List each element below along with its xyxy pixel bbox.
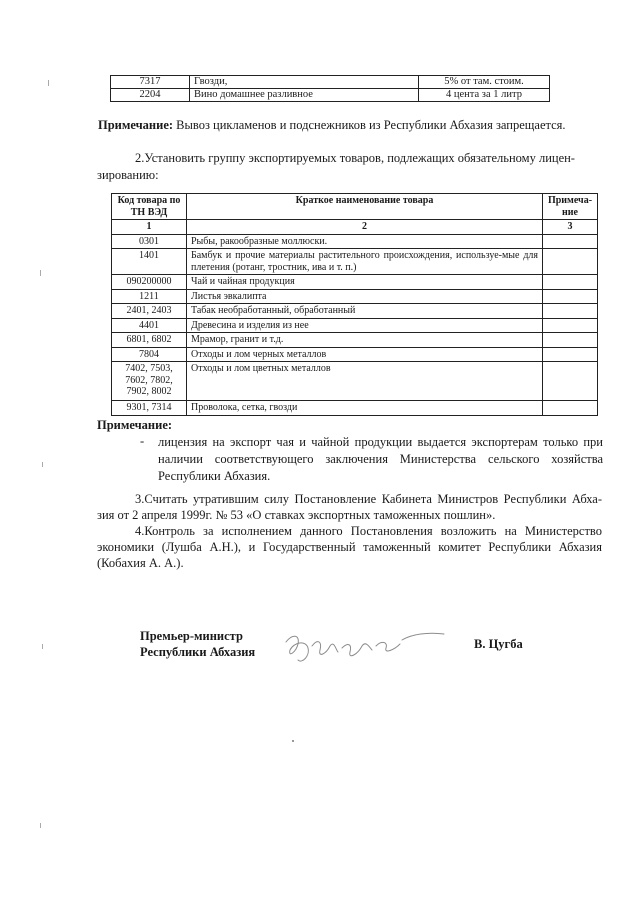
scan-speck	[40, 823, 44, 828]
signatory-title	[140, 628, 255, 660]
signatory-name: В. Цугба	[474, 637, 523, 651]
table-row	[112, 249, 598, 275]
table-row	[112, 289, 598, 304]
header-name: Краткое наименование товара	[187, 194, 543, 220]
note-text: Вывоз цикламенов и подснежников из Республики Абхазия запрещается.	[173, 118, 566, 132]
table-row	[112, 275, 598, 290]
product-code: 090200000	[112, 275, 187, 290]
note-export-ban	[98, 118, 566, 133]
product-note	[543, 347, 598, 362]
paragraph-3: 3.Считать утратившим силу Постановление Кабинета Министров Республики Абха-зия от 2 апреля 1999г. № 53 «О ставках экспортных таможенных пошлин».	[97, 492, 602, 522]
paragraph-2-line2: зированию:	[97, 168, 159, 182]
product-name: Отходы и лом цветных металлов	[187, 362, 543, 401]
product-code: 0301	[112, 234, 187, 249]
product-code: 7804	[112, 347, 187, 362]
scan-speck	[48, 80, 53, 86]
licensed-goods-table	[111, 193, 598, 416]
note-license-text: лицензия на экспорт чая и чайной продукции выдается экспортерам только при наличии соответствующего заключения Министерства сельского хозяйства Республики Абхазия.	[158, 435, 603, 483]
header-note: Примеча-ние	[543, 194, 598, 220]
product-name: Мрамор, гранит и т.д.	[187, 333, 543, 348]
product-name: Отходы и лом черных металлов	[187, 347, 543, 362]
product-name: Чай и чайная продукция	[187, 275, 543, 290]
product-note	[543, 275, 598, 290]
column-number-1: 1	[112, 220, 187, 235]
product-code: 9301, 7314	[112, 401, 187, 416]
scan-speck	[40, 270, 45, 276]
product-name: Листья эвкалипта	[187, 289, 543, 304]
product-name: Вино домашнее разливное	[190, 89, 419, 102]
table-row	[112, 347, 598, 362]
table-row	[111, 89, 550, 102]
paragraph-4: 4.Контроль за исполнением данного Постановления возложить на Министерство экономики (Лушба А.Н.), и Государственный таможенный комитет Республики Абхазия (Кобахия А. А.).	[97, 524, 602, 570]
scan-speck	[292, 740, 294, 742]
paragraph-2-line1: 2.Установить группу экспортируемых товаров, подлежащих обязательному лицен-	[135, 151, 575, 165]
table-header-row	[112, 194, 598, 220]
product-note	[543, 249, 598, 275]
product-name: Древесина и изделия из нее	[187, 318, 543, 333]
product-name: Гвозди,	[190, 76, 419, 89]
product-note	[543, 401, 598, 416]
product-note	[543, 333, 598, 348]
duty-rate: 5% от там. стоим.	[419, 76, 550, 89]
signatory-title-line1: Премьер-министр	[140, 629, 243, 643]
duty-rate: 4 цента за 1 литр	[419, 89, 550, 102]
paragraphs-3-4	[97, 491, 602, 571]
table-row	[112, 304, 598, 319]
product-code: 1211	[112, 289, 187, 304]
product-name: Табак необработанный, обработанный	[187, 304, 543, 319]
note-label: Примечание:	[98, 118, 174, 132]
header-code: Код товара по ТН ВЭД	[112, 194, 187, 220]
product-code: 2401, 2403	[112, 304, 187, 319]
product-code: 1401	[112, 249, 187, 275]
product-name: Рыбы, ракообразные моллюски.	[187, 234, 543, 249]
column-number-3: 3	[543, 220, 598, 235]
product-note	[543, 362, 598, 401]
scan-speck	[42, 644, 46, 649]
column-number-2: 2	[187, 220, 543, 235]
table-row	[112, 333, 598, 348]
product-name: Бамбук и прочие материалы растительного происхождения, используе-мые для плетения (ротанг, тростник, ива и т. п.)	[187, 249, 543, 275]
table-row	[112, 318, 598, 333]
product-note	[543, 304, 598, 319]
product-code: 4401	[112, 318, 187, 333]
export-duty-table	[110, 75, 550, 102]
product-name: Проволока, сетка, гвозди	[187, 401, 543, 416]
table-row	[112, 362, 598, 401]
table-number-row	[112, 220, 598, 235]
paragraph-2	[97, 150, 595, 184]
note-license-title: Примечание:	[97, 418, 173, 432]
table-row	[112, 234, 598, 249]
product-code: 2204	[111, 89, 190, 102]
bullet-dash: -	[140, 434, 145, 448]
product-note	[543, 318, 598, 333]
handwritten-signature	[278, 620, 448, 670]
product-code: 6801, 6802	[112, 333, 187, 348]
table-row	[112, 401, 598, 416]
product-code: 7317	[111, 76, 190, 89]
product-note	[543, 289, 598, 304]
product-note	[543, 234, 598, 249]
signatory-title-line2: Республики Абхазия	[140, 645, 256, 659]
product-code: 7402, 7503, 7602, 7802, 7902, 8002	[112, 362, 187, 401]
scan-speck	[42, 462, 46, 467]
table-row	[111, 76, 550, 89]
